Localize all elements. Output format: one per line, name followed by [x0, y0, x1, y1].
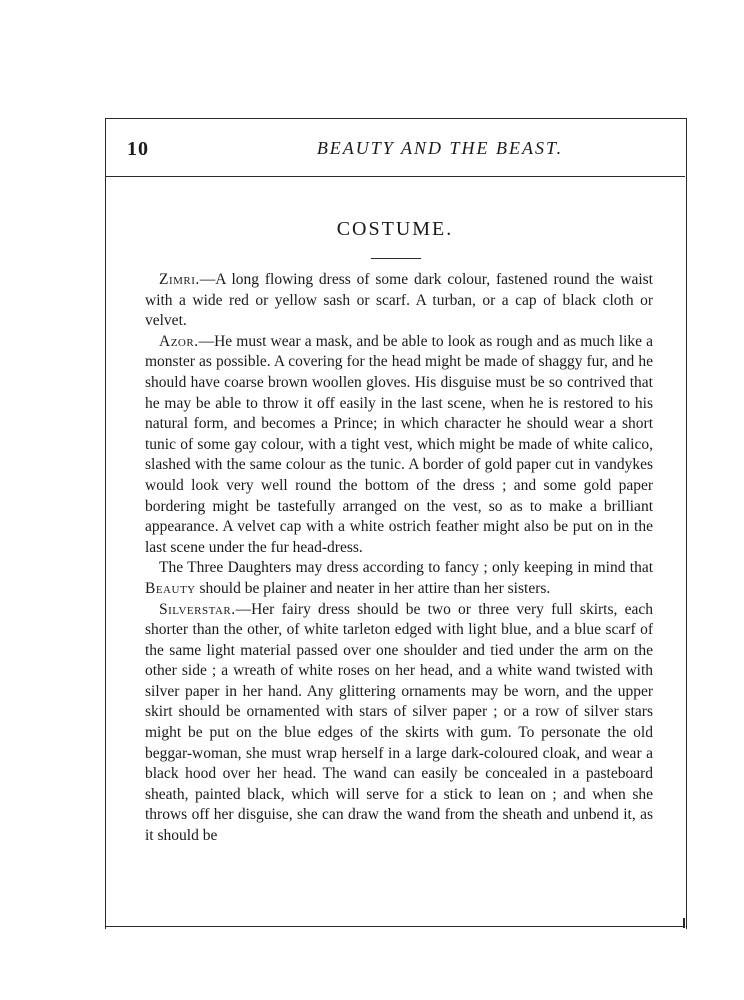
footer-rule	[105, 926, 685, 927]
paragraph-text: The Three Daughters may dress according to fancy ; only keeping in mind that	[159, 559, 653, 577]
paragraph-silverstar	[145, 600, 653, 847]
character-name: Zimri.	[159, 271, 200, 288]
character-name: Silverstar.	[159, 600, 236, 618]
body-text	[145, 270, 653, 847]
page-number: 10	[127, 138, 149, 160]
running-title: BEAUTY AND THE BEAST.	[316, 138, 564, 158]
character-name: Azor.	[159, 332, 199, 350]
paragraph-zimri	[145, 270, 653, 332]
paragraph-text: —A long flowing dress of some dark colour, fastened round the waist with a wide red or yellow sash or scarf. A turban, or a cap of black cloth or velvet.	[145, 271, 653, 330]
paragraph-daughters	[145, 558, 653, 599]
paragraph-text: —He must wear a mask, and be able to look as rough and as much like a monster as possible. A covering for the head might be made of shaggy fur, and he should have coarse brown woollen gloves. His disguise must be so contrived that he may be able to throw it off easily in the last scene, when he is restored to his natural form, and becomes a Prince; in which character he should wear a short tunic of some gay colour, with a tight vest, which might be made of white calico, slashed with the same colour as the tunic. A border of gold paper cut in vandykes would look very well round the bottom of the dress ; and some gold paper bordering might be tastefully arranged on the vest, so as to make a brilliant appearance. A velvet cap with a white ostrich feather might also be put on in the last scene under the fur head-dress.	[145, 332, 653, 556]
paragraph-text: —Her fairy dress should be two or three very full skirts, each shorter than the other, of white tarleton edged with light blue, and a blue scarf of the same light material passed over one shoulder and tied under the arm on the other side ; a wreath of white roses on her head, and a white wand twisted with silver paper in her hand. Any glittering ornaments may be worn, and the upper skirt should be ornamented with stars of silver paper ; or a row of silver stars might be put on the blue edges of the skirts with gum. To personate the old beggar-woman, she must wrap herself in a large dark-coloured cloak, and wear a black hood over her head. The wand can easily be concealed in a pasteboard sheath, painted black, which will serve for a stick to lean on ; and when she throws off her disguise, she can draw the wand from the sheath and unbend it, as it should be	[145, 600, 653, 845]
footer-tick	[683, 918, 685, 928]
paragraph-text: should be plainer and neater in her attire than her sisters.	[195, 579, 551, 597]
title-underline	[371, 258, 421, 259]
section-title: COSTUME.	[336, 218, 454, 240]
character-name: Beauty	[145, 579, 196, 597]
running-header	[105, 130, 685, 170]
header-rule	[105, 176, 685, 177]
paragraph-azor	[145, 332, 653, 559]
